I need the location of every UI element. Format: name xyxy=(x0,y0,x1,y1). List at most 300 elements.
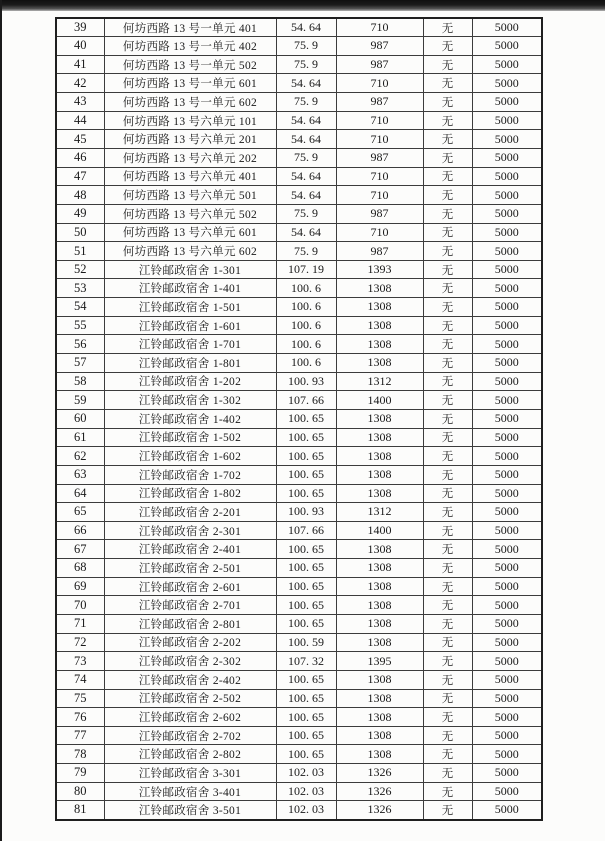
cell-price: 987 xyxy=(336,204,423,223)
cell-area: 107. 66 xyxy=(276,521,336,540)
cell-flag: 无 xyxy=(423,316,472,335)
cell-index: 65 xyxy=(56,503,104,522)
cell-flag: 无 xyxy=(423,74,472,93)
cell-address: 江铃邮政宿舍 1-202 xyxy=(104,372,276,391)
cell-index: 55 xyxy=(56,316,104,335)
cell-index: 80 xyxy=(56,782,104,801)
cell-amount: 5000 xyxy=(472,428,542,447)
cell-address: 江铃邮政宿舍 1-601 xyxy=(104,316,276,335)
cell-address: 何坊西路 13 号一单元 502 xyxy=(104,55,276,74)
table-row xyxy=(56,372,542,391)
cell-address: 江铃邮政宿舍 1-602 xyxy=(104,447,276,466)
table-row xyxy=(56,670,542,689)
cell-index: 44 xyxy=(56,111,104,130)
cell-flag: 无 xyxy=(423,577,472,596)
cell-amount: 5000 xyxy=(472,167,542,186)
table-row xyxy=(56,484,542,503)
cell-address: 何坊西路 13 号六单元 501 xyxy=(104,186,276,205)
cell-index: 60 xyxy=(56,409,104,428)
cell-amount: 5000 xyxy=(472,260,542,279)
cell-amount: 5000 xyxy=(472,484,542,503)
cell-index: 76 xyxy=(56,708,104,727)
cell-area: 100. 65 xyxy=(276,708,336,727)
cell-area: 75. 9 xyxy=(276,148,336,167)
cell-price: 1308 xyxy=(336,726,423,745)
cell-index: 48 xyxy=(56,186,104,205)
cell-price: 710 xyxy=(336,18,423,37)
cell-area: 54. 64 xyxy=(276,186,336,205)
table-row xyxy=(56,223,542,242)
cell-flag: 无 xyxy=(423,764,472,783)
cell-price: 1308 xyxy=(336,316,423,335)
cell-address: 何坊西路 13 号六单元 502 xyxy=(104,204,276,223)
cell-index: 73 xyxy=(56,652,104,671)
cell-flag: 无 xyxy=(423,372,472,391)
cell-flag: 无 xyxy=(423,186,472,205)
cell-area: 107. 19 xyxy=(276,260,336,279)
cell-amount: 5000 xyxy=(472,111,542,130)
cell-index: 66 xyxy=(56,521,104,540)
cell-area: 75. 9 xyxy=(276,242,336,261)
cell-address: 江铃邮政宿舍 2-801 xyxy=(104,615,276,634)
cell-price: 987 xyxy=(336,93,423,112)
cell-price: 1308 xyxy=(336,447,423,466)
cell-price: 710 xyxy=(336,186,423,205)
scan-edge-left-artifact xyxy=(0,0,2,841)
cell-flag: 无 xyxy=(423,615,472,634)
cell-price: 1400 xyxy=(336,521,423,540)
cell-address: 何坊西路 13 号一单元 602 xyxy=(104,93,276,112)
cell-price: 1308 xyxy=(336,745,423,764)
table-row xyxy=(56,74,542,93)
cell-area: 75. 9 xyxy=(276,93,336,112)
cell-area: 54. 64 xyxy=(276,111,336,130)
cell-amount: 5000 xyxy=(472,708,542,727)
cell-address: 江铃邮政宿舍 1-701 xyxy=(104,335,276,354)
housing-units-table xyxy=(55,17,543,821)
cell-address: 何坊西路 13 号六单元 601 xyxy=(104,223,276,242)
cell-address: 江铃邮政宿舍 2-202 xyxy=(104,633,276,652)
cell-address: 江铃邮政宿舍 2-402 xyxy=(104,670,276,689)
cell-flag: 无 xyxy=(423,801,472,820)
cell-price: 1393 xyxy=(336,260,423,279)
table-row xyxy=(56,615,542,634)
cell-address: 何坊西路 13 号一单元 601 xyxy=(104,74,276,93)
cell-area: 75. 9 xyxy=(276,55,336,74)
cell-area: 100. 65 xyxy=(276,465,336,484)
cell-flag: 无 xyxy=(423,242,472,261)
cell-price: 710 xyxy=(336,111,423,130)
cell-index: 79 xyxy=(56,764,104,783)
cell-area: 100. 6 xyxy=(276,354,336,373)
cell-price: 1308 xyxy=(336,335,423,354)
cell-amount: 5000 xyxy=(472,559,542,578)
cell-flag: 无 xyxy=(423,540,472,559)
cell-address: 江铃邮政宿舍 1-502 xyxy=(104,428,276,447)
cell-area: 100. 65 xyxy=(276,428,336,447)
cell-index: 62 xyxy=(56,447,104,466)
cell-flag: 无 xyxy=(423,354,472,373)
cell-amount: 5000 xyxy=(472,503,542,522)
cell-flag: 无 xyxy=(423,484,472,503)
cell-address: 江铃邮政宿舍 2-301 xyxy=(104,521,276,540)
cell-amount: 5000 xyxy=(472,596,542,615)
cell-address: 江铃邮政宿舍 1-401 xyxy=(104,279,276,298)
cell-index: 72 xyxy=(56,633,104,652)
cell-price: 1308 xyxy=(336,279,423,298)
cell-index: 70 xyxy=(56,596,104,615)
cell-amount: 5000 xyxy=(472,148,542,167)
cell-address: 江铃邮政宿舍 2-201 xyxy=(104,503,276,522)
cell-index: 75 xyxy=(56,689,104,708)
cell-area: 102. 03 xyxy=(276,801,336,820)
cell-flag: 无 xyxy=(423,279,472,298)
cell-flag: 无 xyxy=(423,18,472,37)
cell-area: 100. 6 xyxy=(276,335,336,354)
table-row xyxy=(56,521,542,540)
cell-area: 107. 32 xyxy=(276,652,336,671)
cell-area: 100. 65 xyxy=(276,447,336,466)
table-row xyxy=(56,428,542,447)
cell-index: 53 xyxy=(56,279,104,298)
cell-area: 54. 64 xyxy=(276,167,336,186)
cell-flag: 无 xyxy=(423,111,472,130)
cell-flag: 无 xyxy=(423,521,472,540)
cell-amount: 5000 xyxy=(472,354,542,373)
cell-address: 何坊西路 13 号六单元 202 xyxy=(104,148,276,167)
cell-flag: 无 xyxy=(423,652,472,671)
cell-amount: 5000 xyxy=(472,409,542,428)
cell-area: 100. 6 xyxy=(276,298,336,317)
cell-amount: 5000 xyxy=(472,130,542,149)
cell-flag: 无 xyxy=(423,335,472,354)
cell-price: 1395 xyxy=(336,652,423,671)
cell-flag: 无 xyxy=(423,93,472,112)
cell-area: 107. 66 xyxy=(276,391,336,410)
cell-price: 1312 xyxy=(336,372,423,391)
cell-index: 78 xyxy=(56,745,104,764)
cell-area: 100. 65 xyxy=(276,409,336,428)
cell-area: 54. 64 xyxy=(276,18,336,37)
table-row xyxy=(56,633,542,652)
cell-price: 1308 xyxy=(336,689,423,708)
cell-area: 100. 65 xyxy=(276,596,336,615)
cell-area: 100. 65 xyxy=(276,615,336,634)
cell-index: 54 xyxy=(56,298,104,317)
cell-address: 江铃邮政宿舍 1-702 xyxy=(104,465,276,484)
cell-area: 100. 65 xyxy=(276,484,336,503)
cell-index: 56 xyxy=(56,335,104,354)
table-row xyxy=(56,503,542,522)
cell-area: 100. 65 xyxy=(276,670,336,689)
cell-price: 1308 xyxy=(336,465,423,484)
table-row xyxy=(56,577,542,596)
cell-price: 1308 xyxy=(336,559,423,578)
cell-area: 100. 93 xyxy=(276,372,336,391)
cell-index: 68 xyxy=(56,559,104,578)
cell-amount: 5000 xyxy=(472,465,542,484)
cell-area: 54. 64 xyxy=(276,223,336,242)
cell-price: 987 xyxy=(336,37,423,56)
cell-flag: 无 xyxy=(423,465,472,484)
cell-flag: 无 xyxy=(423,689,472,708)
table-row xyxy=(56,726,542,745)
cell-address: 江铃邮政宿舍 3-501 xyxy=(104,801,276,820)
table-row xyxy=(56,55,542,74)
table-row xyxy=(56,559,542,578)
cell-address: 江铃邮政宿舍 1-302 xyxy=(104,391,276,410)
cell-amount: 5000 xyxy=(472,745,542,764)
cell-price: 1308 xyxy=(336,409,423,428)
cell-address: 江铃邮政宿舍 1-402 xyxy=(104,409,276,428)
table-row xyxy=(56,782,542,801)
cell-index: 57 xyxy=(56,354,104,373)
table-row xyxy=(56,298,542,317)
table-row xyxy=(56,764,542,783)
cell-address: 江铃邮政宿舍 3-301 xyxy=(104,764,276,783)
cell-price: 1400 xyxy=(336,391,423,410)
cell-area: 100. 65 xyxy=(276,559,336,578)
cell-amount: 5000 xyxy=(472,74,542,93)
table-row xyxy=(56,130,542,149)
cell-index: 69 xyxy=(56,577,104,596)
cell-address: 江铃邮政宿舍 2-601 xyxy=(104,577,276,596)
cell-area: 75. 9 xyxy=(276,204,336,223)
cell-index: 51 xyxy=(56,242,104,261)
cell-index: 46 xyxy=(56,148,104,167)
cell-address: 江铃邮政宿舍 1-801 xyxy=(104,354,276,373)
cell-area: 54. 64 xyxy=(276,74,336,93)
cell-area: 100. 93 xyxy=(276,503,336,522)
cell-price: 710 xyxy=(336,130,423,149)
table-row xyxy=(56,242,542,261)
cell-address: 何坊西路 13 号六单元 401 xyxy=(104,167,276,186)
table-row xyxy=(56,167,542,186)
cell-flag: 无 xyxy=(423,503,472,522)
cell-area: 102. 03 xyxy=(276,764,336,783)
cell-amount: 5000 xyxy=(472,782,542,801)
table-row xyxy=(56,596,542,615)
cell-index: 43 xyxy=(56,93,104,112)
cell-index: 42 xyxy=(56,74,104,93)
cell-flag: 无 xyxy=(423,726,472,745)
cell-price: 710 xyxy=(336,223,423,242)
cell-address: 江铃邮政宿舍 2-702 xyxy=(104,726,276,745)
cell-index: 41 xyxy=(56,55,104,74)
cell-amount: 5000 xyxy=(472,633,542,652)
table-row xyxy=(56,204,542,223)
cell-price: 1312 xyxy=(336,503,423,522)
cell-flag: 无 xyxy=(423,708,472,727)
cell-amount: 5000 xyxy=(472,372,542,391)
cell-amount: 5000 xyxy=(472,279,542,298)
cell-price: 710 xyxy=(336,74,423,93)
cell-amount: 5000 xyxy=(472,726,542,745)
cell-price: 710 xyxy=(336,167,423,186)
cell-flag: 无 xyxy=(423,782,472,801)
cell-price: 987 xyxy=(336,55,423,74)
cell-index: 52 xyxy=(56,260,104,279)
cell-flag: 无 xyxy=(423,298,472,317)
cell-amount: 5000 xyxy=(472,764,542,783)
cell-address: 江铃邮政宿舍 2-502 xyxy=(104,689,276,708)
table-row xyxy=(56,540,542,559)
cell-index: 71 xyxy=(56,615,104,634)
cell-area: 54. 64 xyxy=(276,130,336,149)
cell-amount: 5000 xyxy=(472,652,542,671)
cell-price: 1308 xyxy=(336,354,423,373)
cell-index: 63 xyxy=(56,465,104,484)
cell-price: 1308 xyxy=(336,540,423,559)
cell-price: 1308 xyxy=(336,428,423,447)
cell-flag: 无 xyxy=(423,167,472,186)
cell-price: 1308 xyxy=(336,484,423,503)
cell-amount: 5000 xyxy=(472,689,542,708)
table-row xyxy=(56,354,542,373)
cell-amount: 5000 xyxy=(472,391,542,410)
cell-price: 1308 xyxy=(336,708,423,727)
cell-area: 100. 65 xyxy=(276,726,336,745)
cell-flag: 无 xyxy=(423,55,472,74)
cell-index: 77 xyxy=(56,726,104,745)
cell-flag: 无 xyxy=(423,745,472,764)
cell-flag: 无 xyxy=(423,148,472,167)
cell-flag: 无 xyxy=(423,260,472,279)
cell-area: 100. 6 xyxy=(276,279,336,298)
cell-area: 102. 03 xyxy=(276,782,336,801)
table-row xyxy=(56,708,542,727)
cell-price: 1326 xyxy=(336,782,423,801)
cell-amount: 5000 xyxy=(472,615,542,634)
cell-address: 何坊西路 13 号六单元 101 xyxy=(104,111,276,130)
table-row xyxy=(56,335,542,354)
cell-amount: 5000 xyxy=(472,55,542,74)
cell-amount: 5000 xyxy=(472,298,542,317)
cell-flag: 无 xyxy=(423,37,472,56)
table-row xyxy=(56,148,542,167)
scan-edge-top-artifact xyxy=(0,0,605,11)
cell-index: 64 xyxy=(56,484,104,503)
cell-flag: 无 xyxy=(423,559,472,578)
cell-price: 1326 xyxy=(336,801,423,820)
cell-price: 1308 xyxy=(336,670,423,689)
table-row xyxy=(56,111,542,130)
cell-flag: 无 xyxy=(423,633,472,652)
table-row xyxy=(56,18,542,37)
cell-address: 江铃邮政宿舍 3-401 xyxy=(104,782,276,801)
cell-address: 江铃邮政宿舍 2-302 xyxy=(104,652,276,671)
cell-address: 江铃邮政宿舍 2-802 xyxy=(104,745,276,764)
cell-flag: 无 xyxy=(423,391,472,410)
cell-amount: 5000 xyxy=(472,186,542,205)
table-row xyxy=(56,801,542,820)
table-row xyxy=(56,465,542,484)
cell-amount: 5000 xyxy=(472,18,542,37)
table-row xyxy=(56,279,542,298)
table-row xyxy=(56,689,542,708)
cell-index: 39 xyxy=(56,18,104,37)
cell-index: 47 xyxy=(56,167,104,186)
cell-index: 58 xyxy=(56,372,104,391)
cell-address: 江铃邮政宿舍 2-501 xyxy=(104,559,276,578)
cell-flag: 无 xyxy=(423,130,472,149)
table-row xyxy=(56,447,542,466)
cell-index: 67 xyxy=(56,540,104,559)
cell-address: 江铃邮政宿舍 1-301 xyxy=(104,260,276,279)
cell-index: 40 xyxy=(56,37,104,56)
table-row xyxy=(56,260,542,279)
cell-amount: 5000 xyxy=(472,521,542,540)
cell-address: 江铃邮政宿舍 1-802 xyxy=(104,484,276,503)
cell-area: 100. 59 xyxy=(276,633,336,652)
cell-amount: 5000 xyxy=(472,204,542,223)
cell-amount: 5000 xyxy=(472,242,542,261)
cell-area: 100. 65 xyxy=(276,540,336,559)
table-row xyxy=(56,391,542,410)
table-row xyxy=(56,316,542,335)
table-row xyxy=(56,745,542,764)
table-row xyxy=(56,93,542,112)
table-body xyxy=(56,18,542,820)
table-row xyxy=(56,186,542,205)
cell-index: 45 xyxy=(56,130,104,149)
cell-amount: 5000 xyxy=(472,223,542,242)
cell-amount: 5000 xyxy=(472,540,542,559)
cell-price: 1308 xyxy=(336,615,423,634)
cell-area: 100. 6 xyxy=(276,316,336,335)
cell-index: 61 xyxy=(56,428,104,447)
cell-amount: 5000 xyxy=(472,316,542,335)
cell-price: 1308 xyxy=(336,577,423,596)
cell-flag: 无 xyxy=(423,670,472,689)
cell-price: 1308 xyxy=(336,298,423,317)
cell-price: 1308 xyxy=(336,596,423,615)
cell-index: 50 xyxy=(56,223,104,242)
cell-address: 江铃邮政宿舍 1-501 xyxy=(104,298,276,317)
table-row xyxy=(56,37,542,56)
cell-area: 100. 65 xyxy=(276,689,336,708)
cell-index: 59 xyxy=(56,391,104,410)
cell-price: 1326 xyxy=(336,764,423,783)
cell-index: 49 xyxy=(56,204,104,223)
cell-flag: 无 xyxy=(423,428,472,447)
cell-address: 何坊西路 13 号六单元 602 xyxy=(104,242,276,261)
cell-flag: 无 xyxy=(423,204,472,223)
cell-flag: 无 xyxy=(423,223,472,242)
cell-area: 75. 9 xyxy=(276,37,336,56)
cell-amount: 5000 xyxy=(472,801,542,820)
cell-index: 74 xyxy=(56,670,104,689)
cell-area: 100. 65 xyxy=(276,745,336,764)
cell-amount: 5000 xyxy=(472,447,542,466)
table-row xyxy=(56,652,542,671)
cell-flag: 无 xyxy=(423,447,472,466)
cell-price: 987 xyxy=(336,148,423,167)
table-row xyxy=(56,409,542,428)
cell-address: 何坊西路 13 号一单元 402 xyxy=(104,37,276,56)
cell-amount: 5000 xyxy=(472,93,542,112)
cell-amount: 5000 xyxy=(472,37,542,56)
cell-address: 江铃邮政宿舍 2-602 xyxy=(104,708,276,727)
cell-address: 何坊西路 13 号六单元 201 xyxy=(104,130,276,149)
cell-address: 何坊西路 13 号一单元 401 xyxy=(104,18,276,37)
cell-flag: 无 xyxy=(423,596,472,615)
cell-amount: 5000 xyxy=(472,577,542,596)
cell-index: 81 xyxy=(56,801,104,820)
cell-address: 江铃邮政宿舍 2-701 xyxy=(104,596,276,615)
cell-area: 100. 65 xyxy=(276,577,336,596)
cell-price: 1308 xyxy=(336,633,423,652)
